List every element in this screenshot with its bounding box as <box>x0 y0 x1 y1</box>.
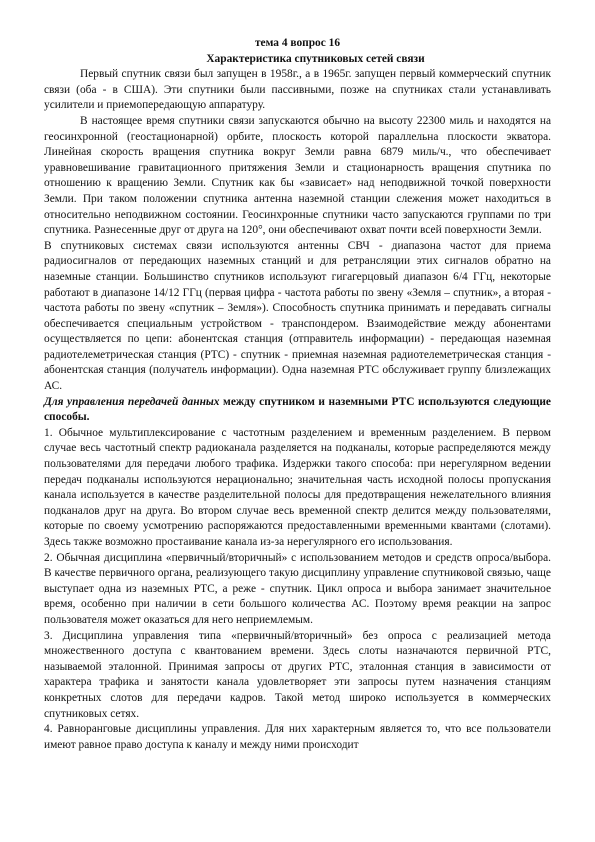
list-item-3: 3. Дисциплина управления типа «первичный/вторичный» без опроса с реализацией метода множественного доступа с квантованием времени. Здесь слоты назначаются первичной РТС, называемой эталонной. Принимая запросы от других РТС, эталонная станция в зависимости от характера трафика и занятости канала удовлетворяет эти запросы путем назначения станциям конкретных слотов для передачи кадров. Такой метод широко используется в коммерческих спутниковых сетях. <box>44 629 551 720</box>
list-item-1: 1. Обычное мультиплексирование с частотным разделением и временным разделением. В первом случае весь частотный спектр радиоканала разделяется на подканалы, которые распределяются между пользователями для передачи любого трафика. Издержки такого способа: при нерегулярном ведении передач подканалы используются нерационально; значительная часть исходной полосы пропускания канала используется в качестве разделительной полосы для предотвращения нежелательного влияния подканалов друг на друга. Во втором случае весь временной спектр делится между пользователями, которые по своему усмотрению распоряжаются предоставленными временными квантами (слотами). Здесь также возможно простаивание канала из-за нерегулярного его использования. <box>44 426 551 548</box>
topic-line: тема 4 вопрос 16 <box>254 37 341 49</box>
paragraph-1: Первый спутник связи был запущен в 1958г., а в 1965г. запущен первый коммерческий спутник связи (оба - в США). Эти спутники были пассивными, позже на спутниках стали устанавливать усилители и приемопередающую аппаратуру. <box>44 68 551 112</box>
paragraph-4-emphasis: Для управления передачей данных <box>44 395 220 408</box>
paragraph-2: В настоящее время спутники связи запускаются обычно на высоту 22300 миль и находятся на геосинхронной (геостационарной) орбите, плоскость которой параллельна плоскости экватора. Линейная скорость вращения спутника вокруг Земли равна 6879 миль/ч., что обеспечивает уравновешивание гравитационного притяжения Земли и стационарность вращения спутника по отношению к вращению Земли. Спутник как бы «зависает» над неподвижной точкой поверхности Земли. При таком положении спутника антенна наземной станции слежения может находиться в относительно неподвижном состоянии. Геосинхронные спутники часто запускаются группами по три спутника. Разнесенные друг от друга на 120°, они обеспечивают охват почти всей поверхности Земли. <box>44 114 551 237</box>
list-item-2: 2. Обычная дисциплина «первичный/вторичный» с использованием методов и средств опроса/выбора. В качестве первичного органа, реализующего такую дисциплину управление спутниковой связью, чаще выступает одна из наземных РТС, а реже - спутник. Цикл опроса и выбора занимает значительное время, особенно при наличии в сети большого количества АС. Поэтому время реакции на запрос пользователя может оказаться для него неприемлемым. <box>44 551 551 626</box>
list-item-4: 4. Равноранговые дисциплины управления. Для них характерным является то, что все пользователи имеют равное право доступа к каналу и между ними происходит <box>44 723 551 751</box>
page-title: Характеристика спутниковых сетей связи <box>206 52 425 65</box>
paragraph-4 <box>44 395 551 426</box>
paragraph-3: В спутниковых системах связи используются антенны СВЧ - диапазона частот для приема радиосигналов от передающих наземных станций и для ретрансляции этих сигналов обратно на наземные станции. Большинство спутников используют гигагерцовый диапазон 6/4 ГГц, некоторые работают в диапазоне 14/12 ГГц (первая цифра - частота работы по звену «Земля – спутник», а вторая - частота работы по звену «спутник – Земля»). Способность спутника принимать и передавать сигналы обеспечивается специальным устройством - транспондером. Взаимодействие между абонентами осуществляется по цепи: абонентская станция (отправитель информации) - передающая наземная радиотелеметрическая станция (РТС) - спутник - приемная наземная радиотелеметрическая станция - абонентская станция (получатель информации). Одна наземная РТС обслуживает группу близлежащих АС. <box>44 239 551 393</box>
paragraph-4-bold: между спутником и наземными РТС используются следующие способы. <box>44 395 551 424</box>
